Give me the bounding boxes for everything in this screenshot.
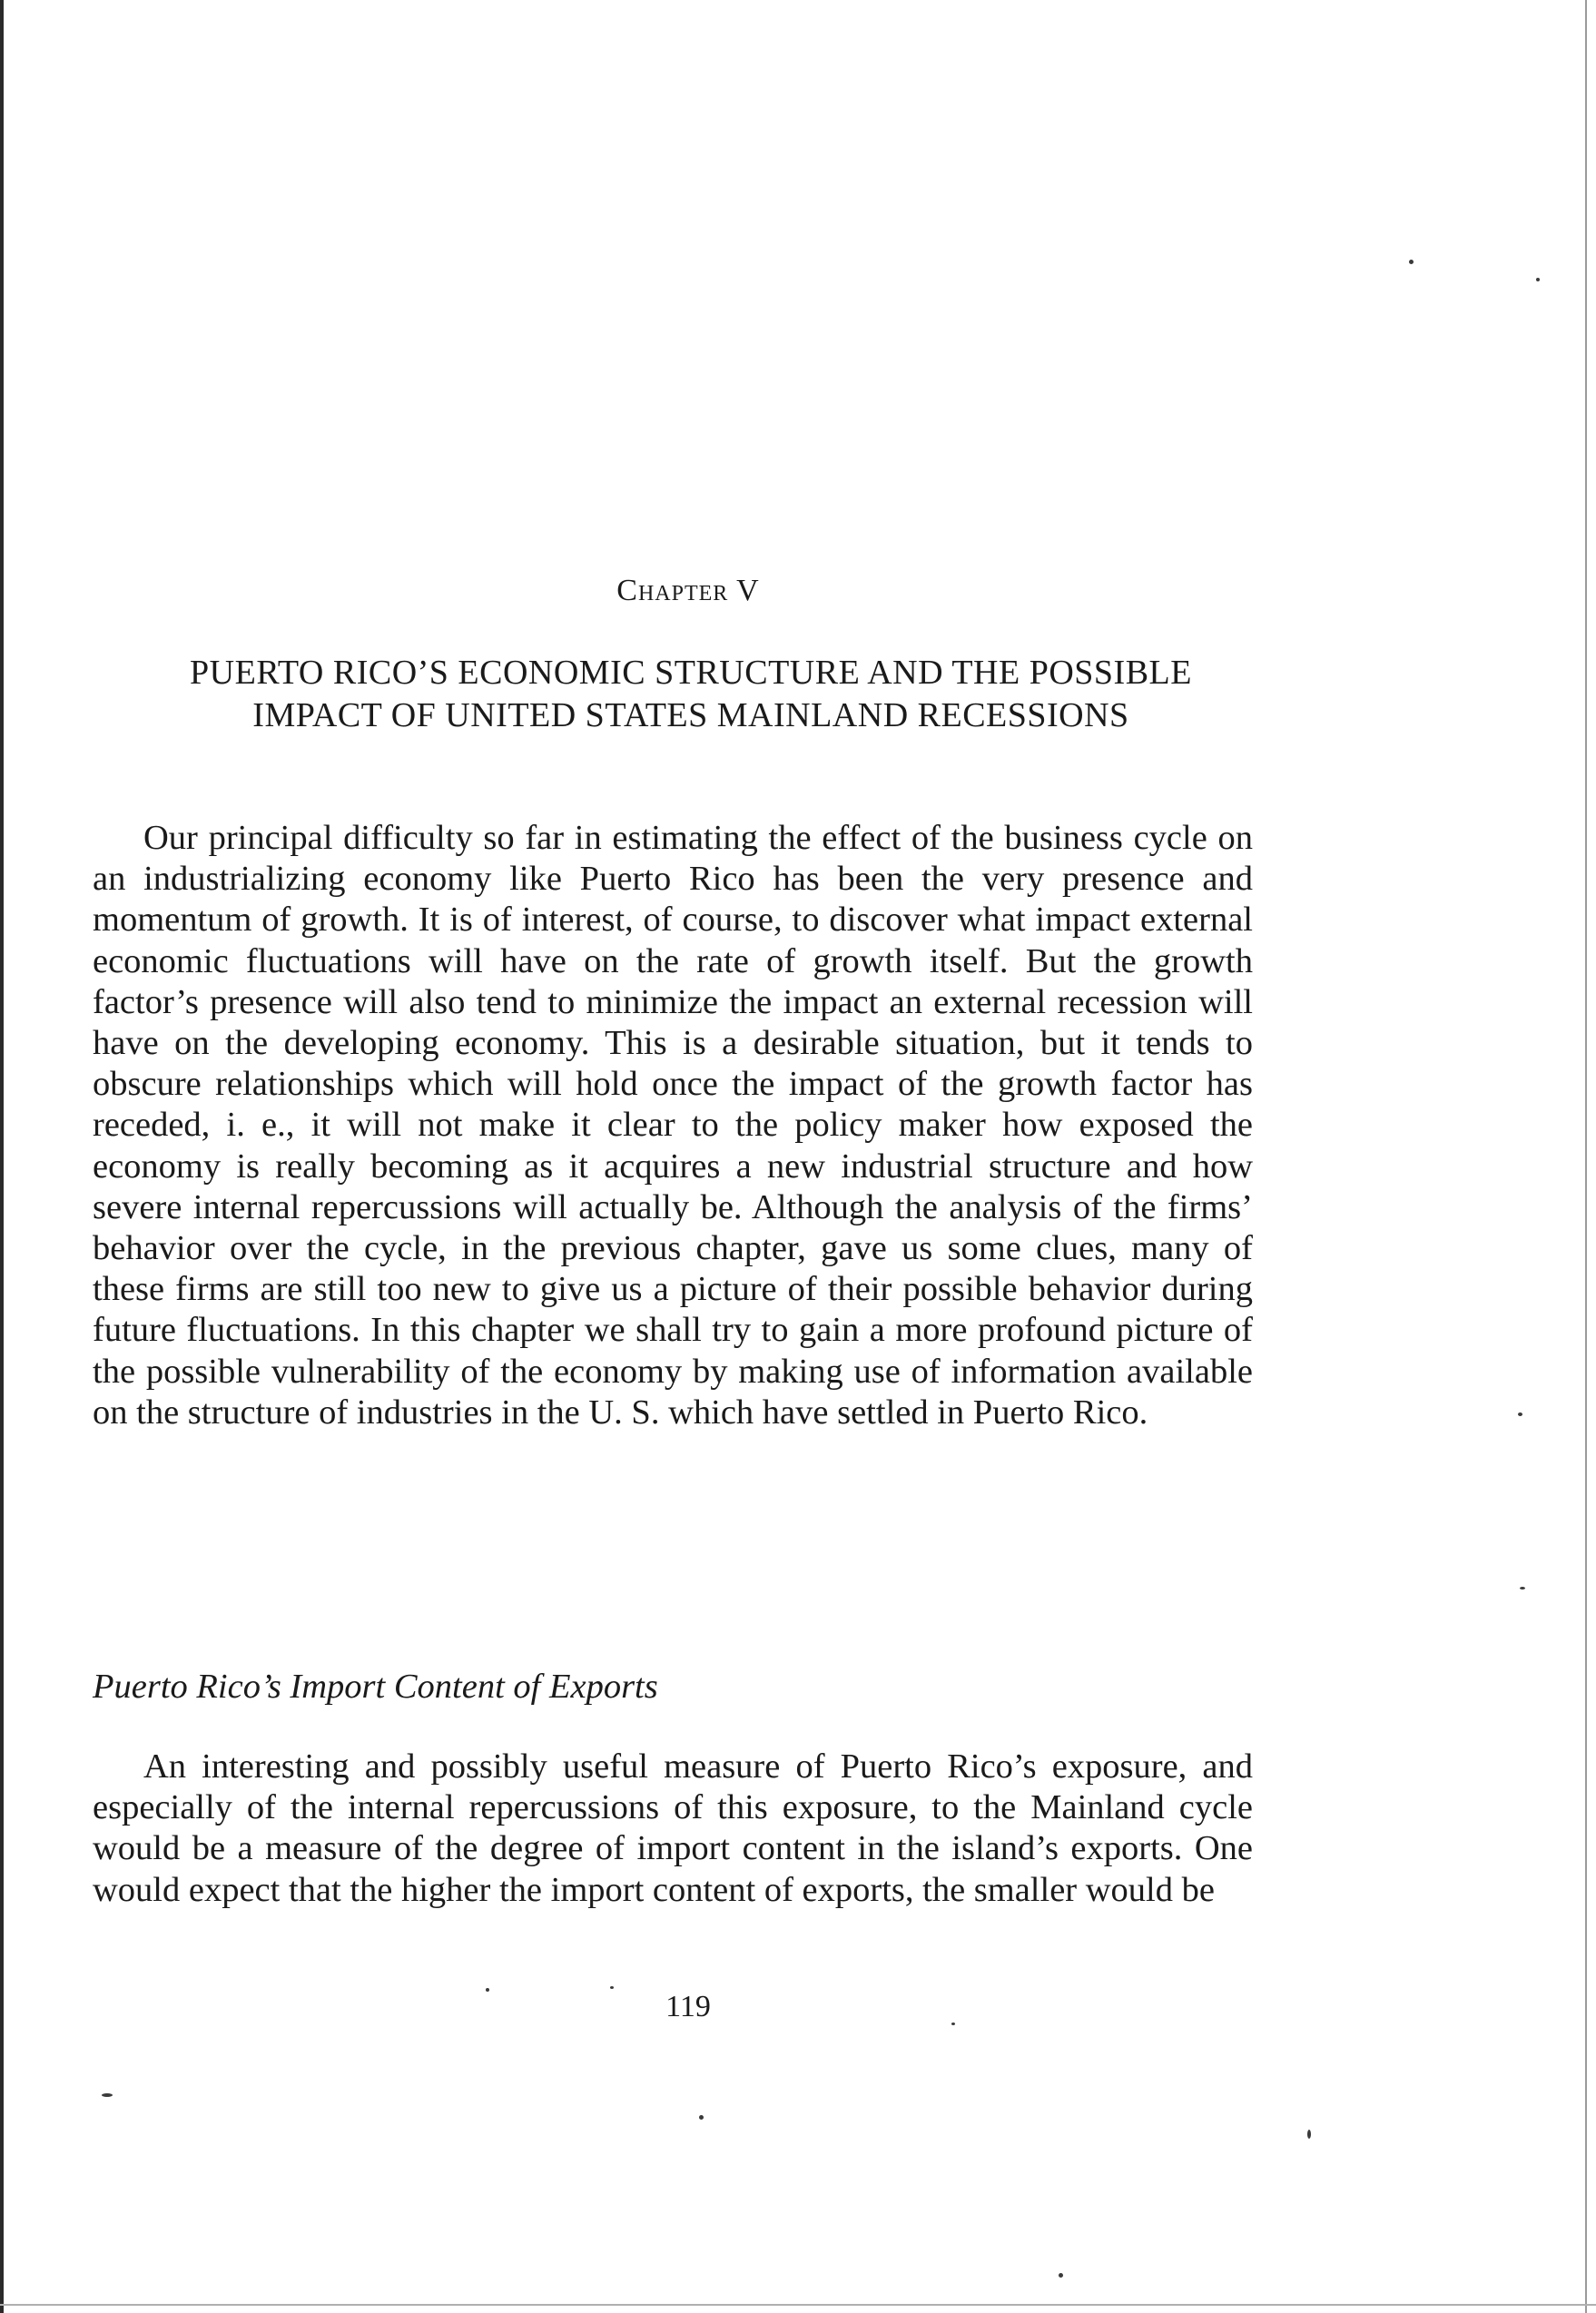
scan-speck <box>1536 278 1540 281</box>
chapter-label: Chapter V <box>616 574 760 607</box>
scan-edge-right <box>1585 0 1587 2313</box>
scan-edge-bottom <box>0 2304 1596 2306</box>
page-number: 119 <box>665 1990 711 2023</box>
section-heading: Puerto Rico’s Import Content of Exports <box>93 1668 658 1706</box>
chapter-title <box>87 652 1295 737</box>
scan-speck <box>699 2115 704 2120</box>
chapter-title-line-2: IMPACT OF UNITED STATES MAINLAND RECESSIONS <box>252 696 1129 734</box>
body-paragraph-2: An interesting and possibly useful measure of Puerto Rico’s exposure, and especially of the internal repercussions of this exposure, to the Mainland cycle would be a measure of the degree of import content in the island’s exports. One would expect that the higher the import content of exports, the smaller would be <box>93 1747 1253 1909</box>
scan-edge-left <box>0 0 4 2313</box>
scan-speck <box>1409 260 1414 264</box>
scan-speck <box>951 2023 955 2025</box>
scan-speck <box>1307 2130 1311 2139</box>
scan-speck <box>1518 1412 1522 1416</box>
body-paragraph-1: Our principal difficulty so far in estimating the effect of the business cycle on an industrializing economy like Puerto Rico has been the very presence and momentum of growth. It is of interest, of course, to discover what impact external economic fluctuations will have on the rate of growth itself. But the growth factor’s presence will also tend to minimize the impact an external recession will have on the developing economy. This is a desirable situation, but it tends to obscure relationships which will hold once the impact of the growth factor has receded, i. e., it will not make it clear to the policy maker how exposed the economy is really becoming as it acquires a new industrial structure and how severe internal repercussions will actually be. Although the analysis of the firms’ behavior over the cycle, in the previous chapter, gave us some clues, many of these firms are still too new to give us a picture of their possible behavior during future fluctuations. In this chapter we shall try to gain a more profound picture of the possible vulnerability of the economy by making use of information available on the structure of industries in the U. S. which have settled in Puerto Rico. <box>93 819 1253 1432</box>
scan-speck <box>102 2093 113 2097</box>
scan-speck <box>486 1988 489 1992</box>
chapter-title-line-1: PUERTO RICO’S ECONOMIC STRUCTURE AND THE POSSIBLE <box>190 654 1192 692</box>
scan-speck <box>610 1986 614 1989</box>
scan-speck <box>1059 2273 1063 2278</box>
scan-speck <box>1520 1587 1525 1590</box>
